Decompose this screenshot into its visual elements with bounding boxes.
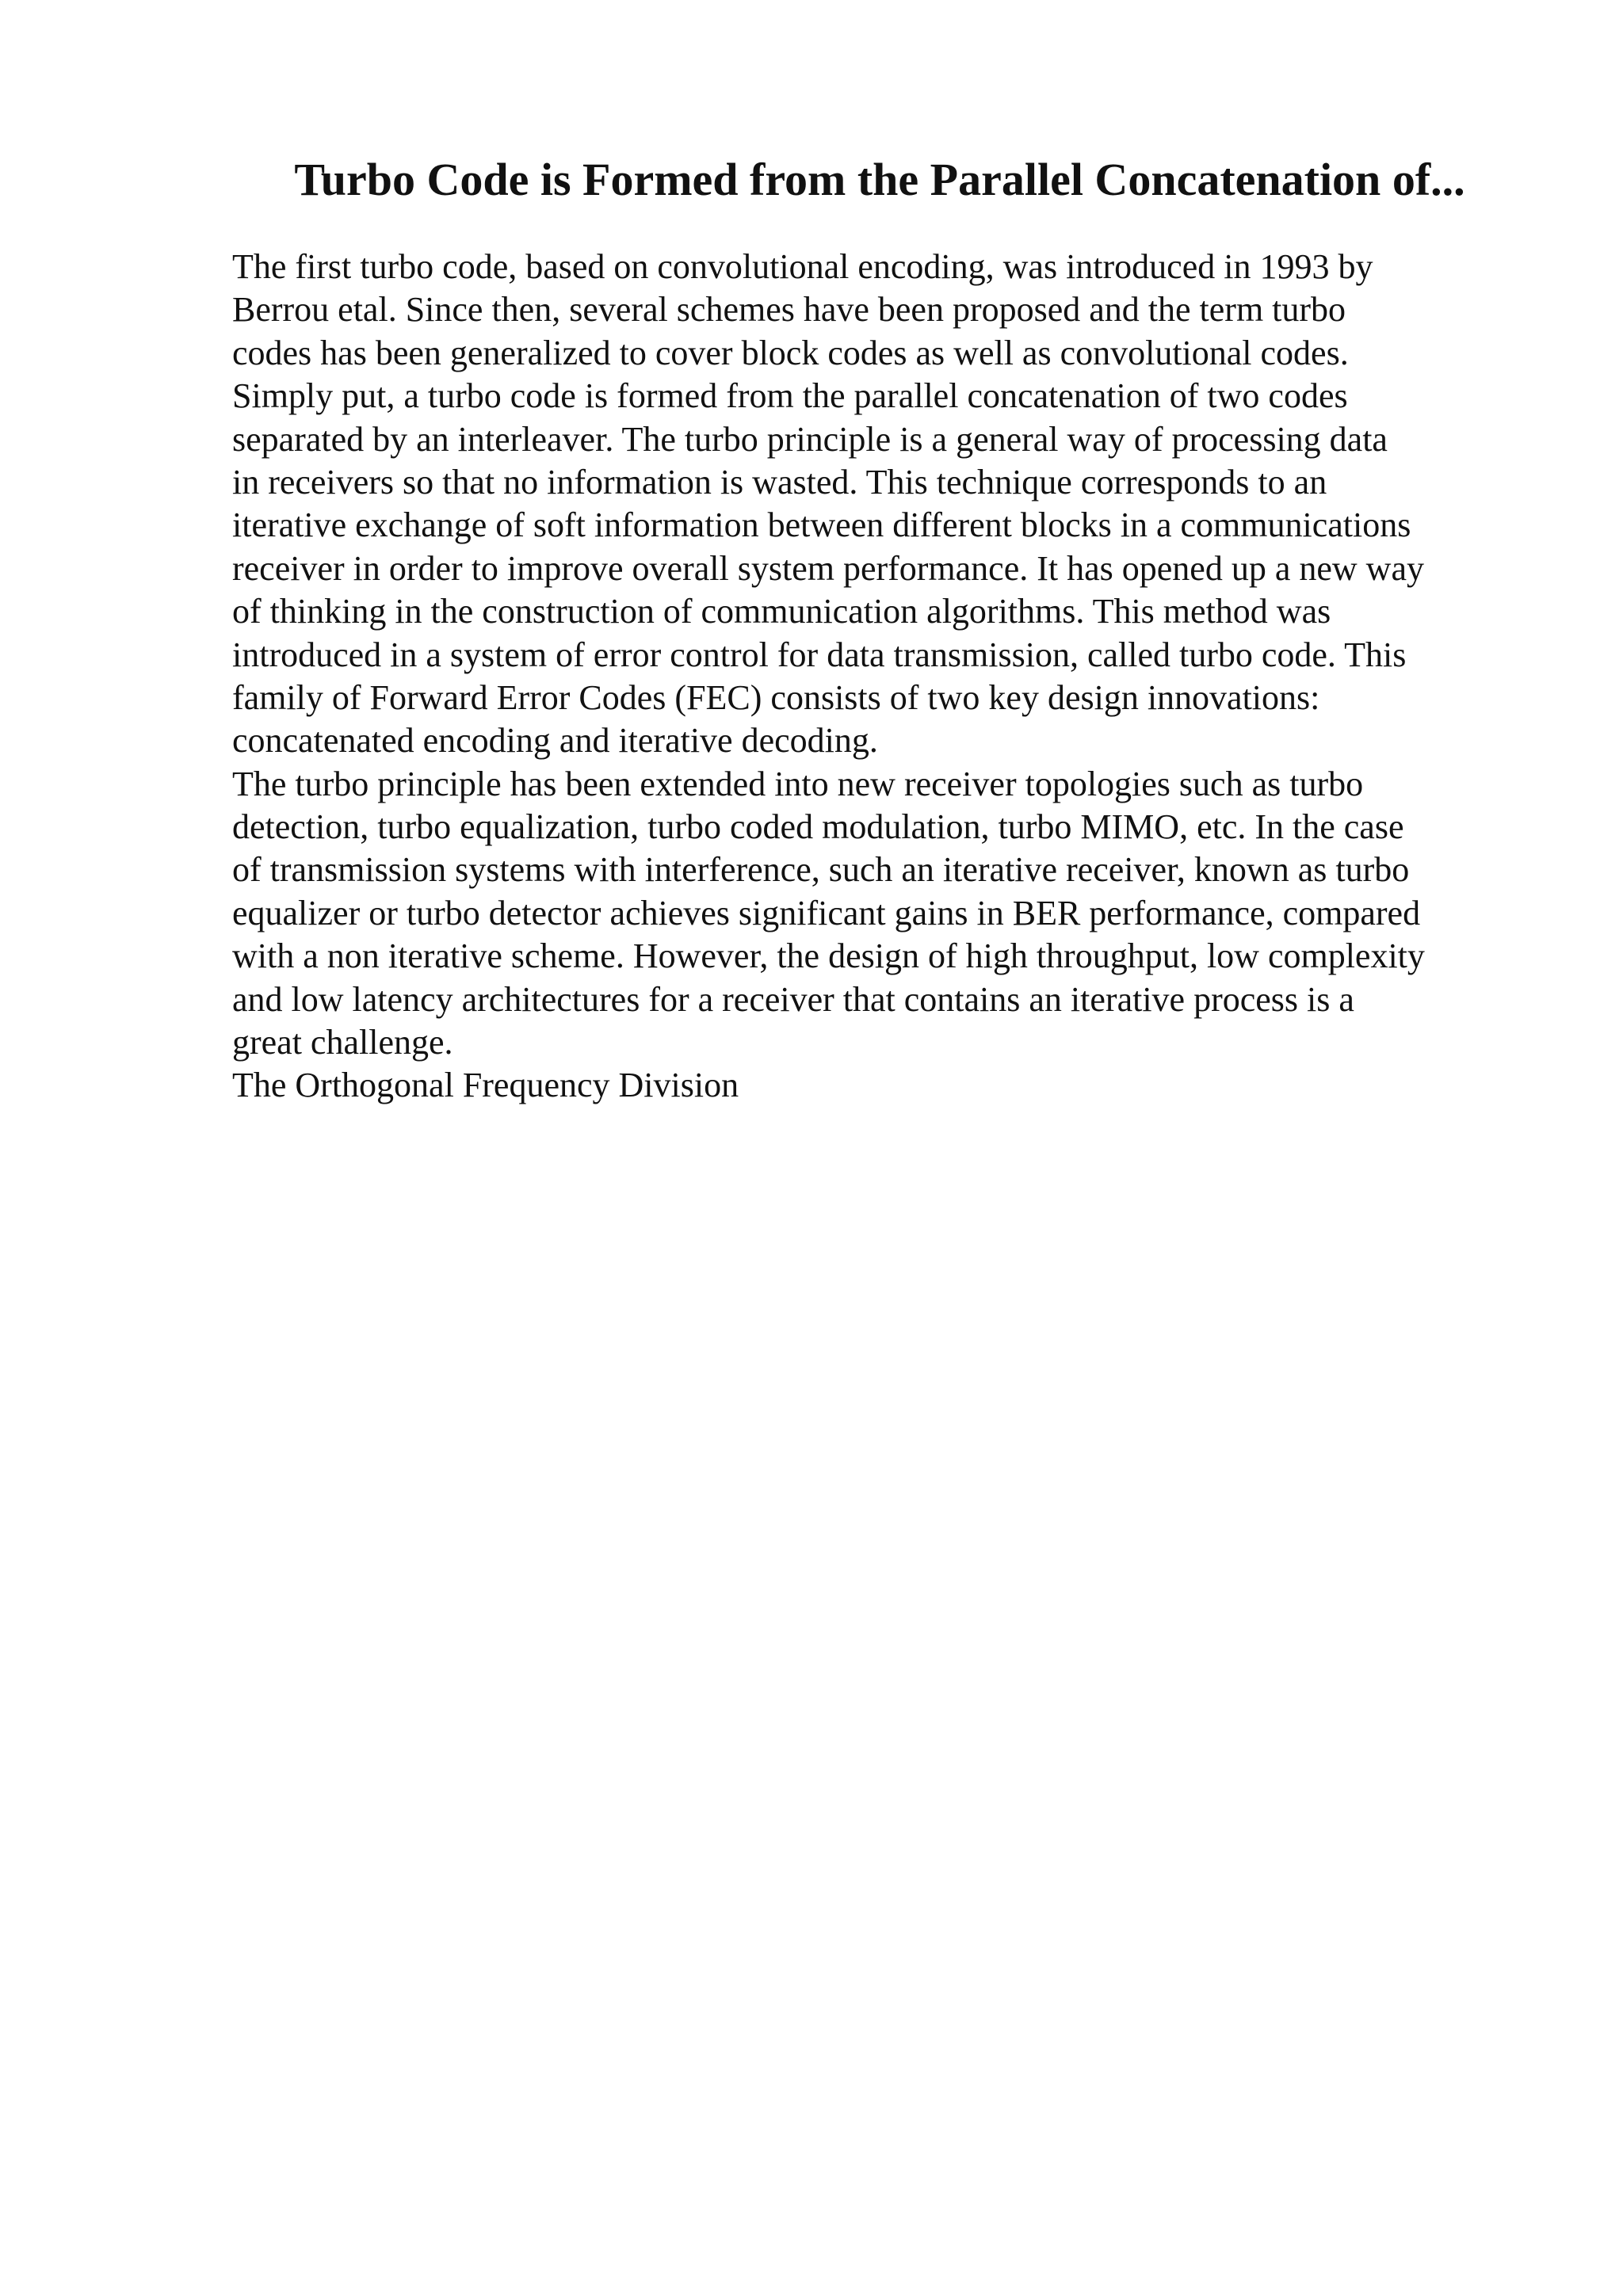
document-title: Turbo Code is Formed from the Parallel Concatenation of...: [294, 154, 1465, 205]
body-line: great challenge.: [232, 1023, 453, 1062]
body-line: Simply put, a turbo code is formed from the parallel concatenation of two codes: [232, 376, 1348, 416]
body-line: codes has been generalized to cover block codes as well as convolutional codes.: [232, 333, 1349, 372]
body-line: separated by an interleaver. The turbo principle is a general way of processing data: [232, 419, 1388, 459]
body-line: The turbo principle has been extended into new receiver topologies such as turbo: [232, 764, 1364, 803]
body-line: of transmission systems with interference, such an iterative receiver, known as turbo: [232, 850, 1410, 890]
body-line: The Orthogonal Frequency Division: [232, 1066, 739, 1105]
body-line: family of Forward Error Codes (FEC) consists of two key design innovations:: [232, 677, 1320, 717]
body-line: receiver in order to improve overall system performance. It has opened up a new way: [232, 548, 1424, 588]
document-body: [232, 246, 1500, 1108]
body-line: iterative exchange of soft information between different blocks in a communications: [232, 505, 1411, 545]
body-line: of thinking in the construction of communication algorithms. This method was: [232, 592, 1331, 631]
body-line: equalizer or turbo detector achieves significant gains in BER performance, compared: [232, 893, 1421, 933]
body-line: concatenated encoding and iterative decoding.: [232, 721, 878, 761]
body-line: with a non iterative scheme. However, the design of high throughput, low complexity: [232, 936, 1425, 976]
body-line: Berrou etal. Since then, several schemes have been proposed and the term turbo: [232, 290, 1346, 330]
body-line: The first turbo code, based on convolutional encoding, was introduced in 1993 by: [232, 247, 1373, 286]
body-line: and low latency architectures for a receiver that contains an iterative process is a: [232, 979, 1354, 1019]
body-line: in receivers so that no information is wasted. This technique corresponds to an: [232, 462, 1327, 502]
body-line: introduced in a system of error control for data transmission, called turbo code. This: [232, 635, 1407, 674]
body-line: detection, turbo equalization, turbo coded modulation, turbo MIMO, etc. In the case: [232, 807, 1404, 847]
